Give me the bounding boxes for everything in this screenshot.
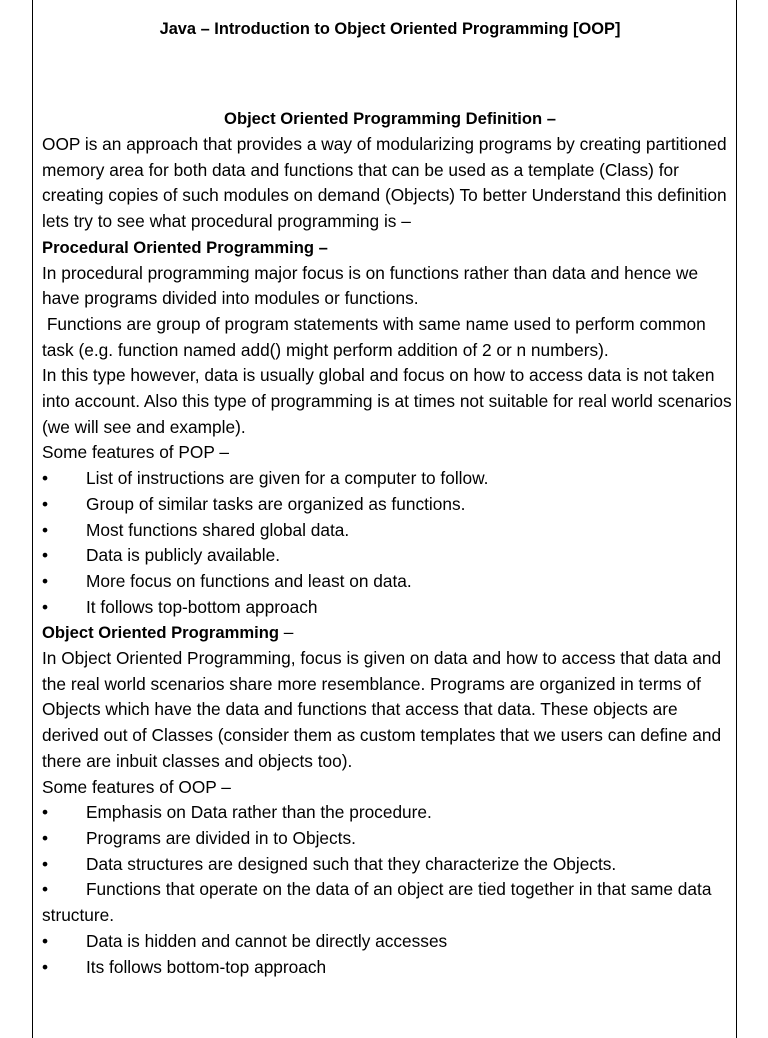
pop-paragraph-3: In this type however, data is usually global and focus on how to access data is not taken into account. Also this type of programming is at times not suitable for real world scenarios (we will see and example). xyxy=(42,365,732,437)
title-spacer xyxy=(42,42,738,106)
bullet-icon: • xyxy=(42,570,49,591)
list-item: • Data is hidden and cannot be directly accesses xyxy=(42,929,738,955)
pop-paragraph-2: Functions are group of program statements with same name used to perform common task (e.g. function named add() might perform addition of 2 or n numbers). xyxy=(42,313,711,360)
list-item: • Programs are divided in to Objects. xyxy=(42,826,738,852)
bullet-icon: • xyxy=(42,545,49,566)
oop-definition-heading: Object Oriented Programming Definition – xyxy=(224,109,556,128)
list-item: • Most functions shared global data. xyxy=(42,518,738,544)
bullet-icon: • xyxy=(42,956,49,977)
list-item: • Emphasis on Data rather than the procedure. xyxy=(42,800,738,826)
list-item: • Group of similar tasks are organized as functions. xyxy=(42,492,738,518)
bullet-icon: • xyxy=(42,519,49,540)
pop-features-list xyxy=(42,466,738,620)
oop-definition-text: OOP is an approach that provides a way of modularizing programs by creating partitioned memory area for both data and functions that can be used as a template (Class) for creating copies of such modules on demand (Objects) To better Understand this definition lets try to see what procedural programming is – xyxy=(42,134,727,232)
oop-paragraph-1: In Object Oriented Programming, focus is given on data and how to access that data and the real world scenarios share more resemblance. Programs are organized in terms of Objects which have the data and functions that access that data. These objects are derived out of Classes (consider them as custom templates that we users can define and there are inbuit classes and objects too). xyxy=(42,648,722,771)
pop-features-label: Some features of POP – xyxy=(42,442,229,463)
bullet-icon: • xyxy=(42,493,49,514)
list-item: • Data structures are designed such that they characterize the Objects. xyxy=(42,852,738,878)
pop-paragraph-1: In procedural programming major focus is on functions rather than data and hence we have programs divided into modules or functions. xyxy=(42,262,699,309)
bullet-icon: • xyxy=(42,930,49,951)
bullet-icon: • xyxy=(42,468,49,489)
bullet-icon: • xyxy=(42,879,49,900)
list-item: • Data is publicly available. xyxy=(42,543,738,569)
list-item: • Its follows bottom-top approach xyxy=(42,955,738,981)
list-item: • List of instructions are given for a computer to follow. xyxy=(42,466,738,492)
list-item: • Functions that operate on the data of an object are tied together in that same data structure. xyxy=(42,879,712,926)
pop-heading: Procedural Oriented Programming – xyxy=(42,237,328,257)
oop-heading: Object Oriented Programming – xyxy=(42,622,294,643)
document-title: Java – Introduction to Object Oriented Programming [OOP] xyxy=(159,20,621,38)
bullet-icon: • xyxy=(42,596,49,617)
bullet-icon: • xyxy=(42,802,49,823)
oop-features-list xyxy=(42,800,738,980)
oop-features-label: Some features of OOP – xyxy=(42,776,231,797)
bullet-icon: • xyxy=(42,853,49,874)
list-item: • More focus on functions and least on data. xyxy=(42,569,738,595)
document-body xyxy=(42,16,738,980)
bullet-icon: • xyxy=(42,827,49,848)
list-item: • It follows top-bottom approach xyxy=(42,595,738,621)
